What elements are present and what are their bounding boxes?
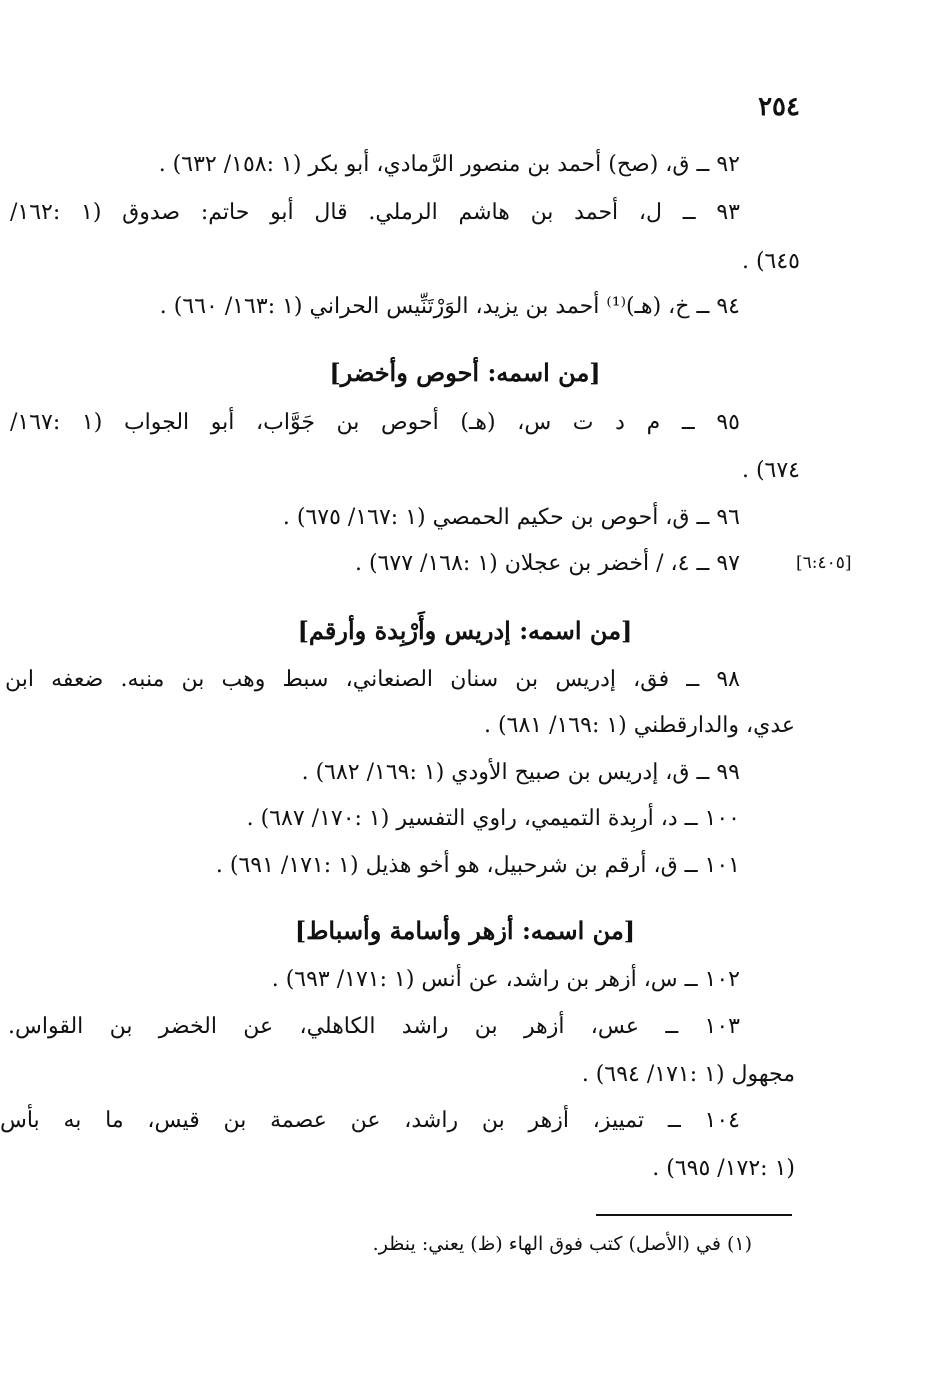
entry-93-line2: ٦٤٥) .: [741, 249, 800, 274]
entry-93-line1: ٩٣ ــ ل، أحمد بن هاشم الرملي. قال أبو حاتم: صدوق (١ :١٦٢/: [10, 200, 740, 225]
entry-94: ٩٤ ــ خ، (هـ)⁽¹⁾ أحمد بن يزيد، الوَرْتَنِّيس الحراني (١ :١٦٣/ ٦٦٠) .: [159, 294, 740, 319]
page-number: ٢٥٤: [758, 92, 800, 122]
entry-97: ٩٧ ــ ٤، / أخضر بن عجلان (١ :١٦٨/ ٦٧٧) .: [355, 551, 740, 576]
entry-96: ٩٦ ــ ق، أحوص بن حكيم الحمصي (١ :١٦٧/ ٦٧٥) .: [282, 505, 740, 530]
entry-103-line2: مجهول (١ :١٧١/ ٦٩٤) .: [581, 1062, 795, 1087]
section-heading-azhar-usama-asbat: [من اسمه: أزهر وأسامة وأسباط]: [294, 916, 636, 945]
entry-104-line2: (١ :١٧٢/ ٦٩٥) .: [652, 1156, 795, 1181]
section-heading-ahwas-akhdar: [من اسمه: أحوص وأخضر]: [329, 358, 601, 387]
footnote: (١) في (الأصل) كتب فوق الهاء (ظ) يعني: ينظر.: [372, 1233, 752, 1255]
section-heading-idris-arbida-arqam: [من اسمه: إدريس وأَرْبِدة وأرقم]: [297, 616, 633, 645]
entry-95-line2: ٦٧٤) .: [741, 458, 800, 483]
entry-101: ١٠١ ــ ق، أرقم بن شرحبيل، هو أخو هذيل (١ :١٧١/ ٦٩١) .: [215, 853, 740, 878]
footnote-separator: [596, 1214, 792, 1216]
entry-98-line1: ٩٨ ــ فق، إدريس بن سنان الصنعاني، سبط وهب بن منبه. ضعفه ابن: [5, 667, 740, 692]
entry-92: ٩٢ ــ ق، (صح) أحمد بن منصور الرَّمادي، أبو بكر (١ :١٥٨/ ٦٣٢) .: [158, 152, 740, 177]
entry-104-line1: ١٠٤ ــ تمييز، أزهر بن راشد، عن عصمة بن قيس، ما به بأس: [0, 1108, 740, 1133]
entry-103-line1: ١٠٣ ــ عس، أزهر بن راشد الكاهلي، عن الخضر بن القواس.: [8, 1014, 740, 1039]
entry-95-line1: ٩٥ ــ م د ت س، (هـ) أحوص بن جَوَّاب، أبو الجواب (١ :١٦٧/: [10, 410, 740, 435]
entry-98-line2: عدي، والدارقطني (١ :١٦٩/ ٦٨١) .: [484, 713, 795, 738]
entry-99: ٩٩ ــ ق، إدريس بن صبيح الأودي (١ :١٦٩/ ٦٨٢) .: [301, 760, 740, 785]
entry-100: ١٠٠ ــ د، أربِدة التميمي، راوي التفسير (١ :١٧٠/ ٦٨٧) .: [246, 806, 740, 831]
margin-reference: [٦:٤٠٥]: [796, 553, 852, 573]
entry-102: ١٠٢ ــ س، أزهر بن راشد، عن أنس (١ :١٧١/ ٦٩٣) .: [271, 967, 740, 992]
